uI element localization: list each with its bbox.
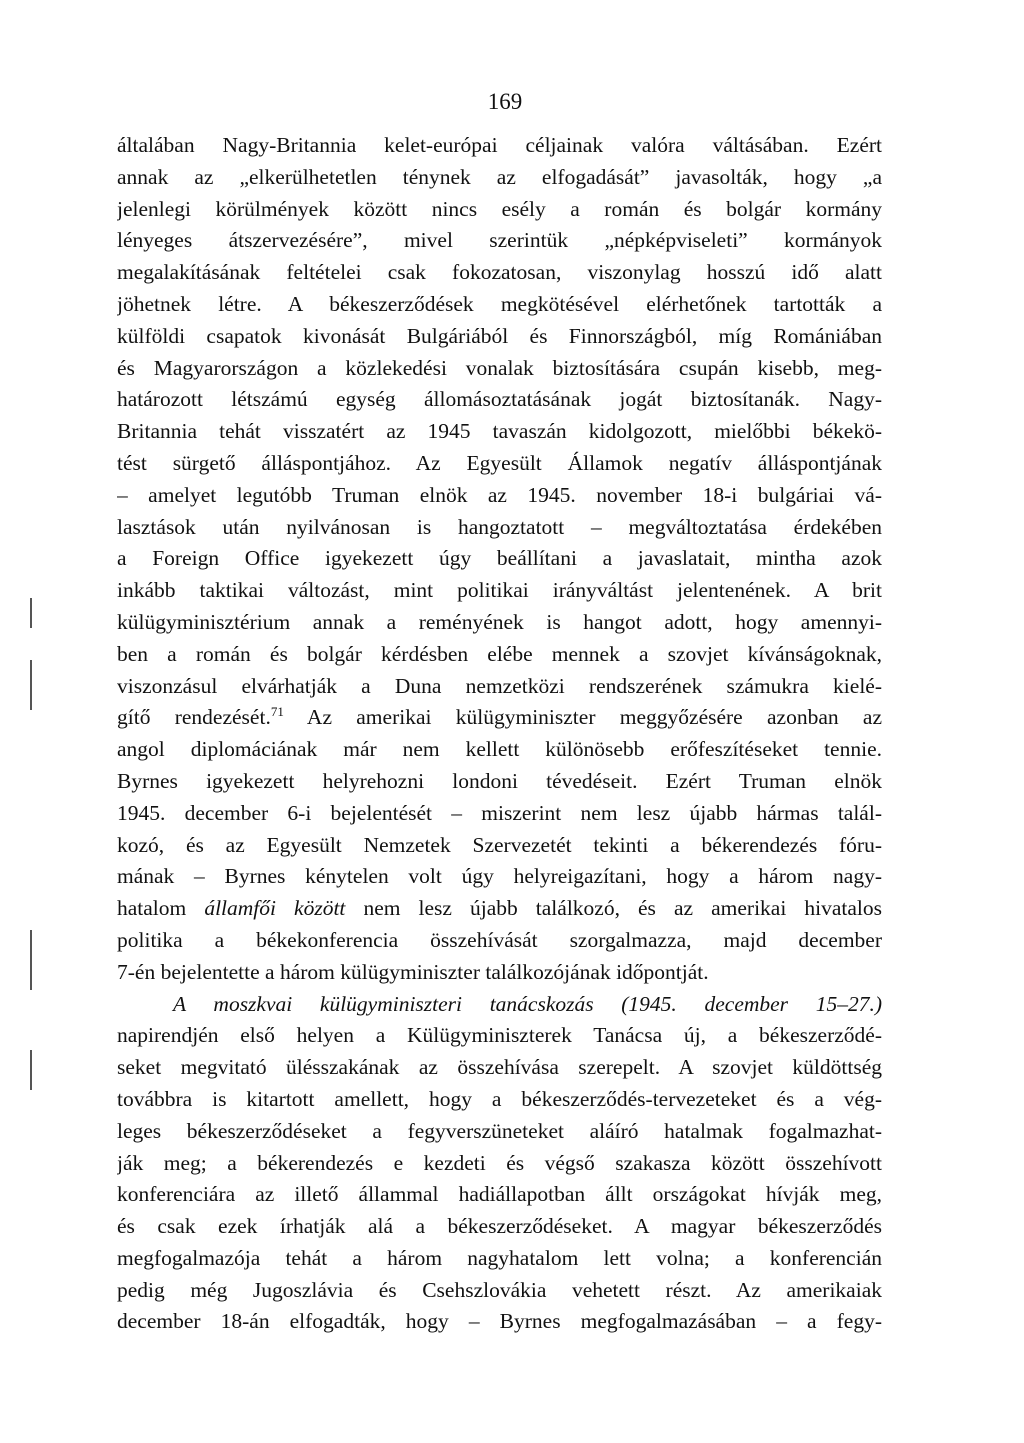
text-line: tést sürgető álláspontjához. Az Egyesült Államok negatív álláspontjának [117, 450, 882, 475]
scan-margin-mark [30, 598, 32, 628]
text-line: kozó, és az Egyesült Nemzetek Szervezetét tekinti a békerendezés fóru- [117, 832, 882, 857]
text-line: általában Nagy-Britannia kelet-európai céljainak valóra váltásában. Ezért [117, 133, 882, 157]
section-heading-italic: A moszkvai külügyminiszteri tanácskozás (1945. december 15–27.) [173, 991, 882, 1016]
text-line: megalakításának feltételei csak fokozatosan, viszonylag hosszú idő alatt [117, 260, 882, 285]
text-line: inkább taktikai változást, mint politikai irányváltást jelentenének. A brit [117, 578, 882, 603]
text-line: ben a román és bolgár kérdésben elébe mennek a szovjet kívánságoknak, [117, 641, 882, 666]
text-line: jöhetnek létre. A békeszerződések megkötésével elérhetőnek tartották a [117, 291, 882, 316]
text-line: megfogalmazója tehát a három nagyhatalom lett volna; a konferencián [117, 1245, 882, 1270]
text-line: lasztások után nyilvánosan is hangoztatott – megváltoztatása érdekében [117, 514, 882, 539]
text-line: továbbra is kitartott amellett, hogy a békeszerződés-tervezeteket és a vég- [117, 1086, 882, 1111]
text-line: politika a békekonferencia összehívását szorgalmazza, majd december [117, 927, 882, 952]
text-line: seket megvitató ülésszakának az összehívása szerepelt. A szovjet küldöttség [117, 1055, 882, 1080]
text-line: Byrnes igyekezett helyrehozni londoni tévedéseit. Ezért Truman elnök [117, 768, 882, 793]
text-line: december 18-án elfogadták, hogy – Byrnes megfogalmazásában – a fegy- [117, 1309, 882, 1334]
text-line: mának – Byrnes kénytelen volt úgy helyreigazítani, hogy a három nagy- [117, 864, 882, 889]
text-line: leges békeszerződéseket a fegyverszüneteket aláíró hatalmak fogalmazhat- [117, 1118, 882, 1143]
page-number: 169 [487, 89, 523, 114]
scan-margin-mark [30, 1050, 32, 1090]
text-line: külügyminisztérium annak a reményének is hangot adott, hogy amennyi- [117, 609, 882, 634]
text-line: angol diplomáciának már nem kellett különösebb erőfeszítéseket tennie. [117, 737, 882, 762]
text-line-with-footnote [117, 702, 882, 734]
text-line: a Foreign Office igyekezett úgy beállítani a javaslatait, mintha azok [117, 546, 882, 571]
text-line: és Magyarországon a közlekedési vonalak biztosítására csupán kisebb, meg- [117, 355, 882, 380]
footnote-reference: 71 [270, 704, 284, 720]
paragraph-1 [117, 130, 882, 989]
section-heading-line [117, 989, 882, 1021]
body-text [117, 130, 882, 1338]
text-line-with-emphasis [117, 893, 882, 925]
text-line: annak az „elkerülhetetlen ténynek az elfogadását” javasolták, hogy „a [117, 164, 882, 189]
text-line: lényeges átszervezésére”, mivel szerintük „népképviseleti” kormányok [117, 228, 882, 253]
text-line: határozott létszámú egység állomásoztatásának jogát biztosítanák. Nagy- [117, 387, 882, 412]
text-segment: nem lesz újabb találkozó, és az amerikai hivatalos [345, 896, 882, 921]
text-line: Britannia tehát visszatért az 1945 tavaszán kidolgozott, mielőbbi békekö- [117, 419, 882, 444]
text-line: és csak ezek írhatják alá a békeszerződéseket. A magyar békeszerződés [117, 1214, 882, 1239]
text-segment: hatalom [117, 896, 205, 921]
text-segment: Az amerikai külügyminiszter meggyőzésére azonban az [283, 705, 882, 730]
text-line: viszonzásul elvárhatják a Duna nemzetközi rendszerének számukra kielé- [117, 673, 882, 698]
text-line: ják meg; a békerendezés e kezdeti és végső szakasza között összehívott [117, 1150, 882, 1175]
text-line: konferenciára az illető állammal hadiállapotban állt országokat hívják meg, [117, 1182, 882, 1207]
scan-margin-mark [30, 660, 32, 710]
text-line: – amelyet legutóbb Truman elnök az 1945. november 18-i bulgáriai vá- [117, 482, 882, 507]
text-line: napirendjén első helyen a Külügyminiszterek Tanácsa új, a békeszerződé- [117, 1023, 882, 1048]
text-line: jelenlegi körülmények között nincs esély a román és bolgár kormány [117, 196, 882, 221]
emphasis-text: államfői között [204, 896, 346, 921]
paragraph-2 [117, 989, 882, 1339]
text-line: 7-én bejelentette a három külügyminiszter találkozójának időpontját. [117, 959, 709, 984]
text-segment: gítő rendezését. [117, 705, 271, 730]
text-line: 1945. december 6-i bejelentését – miszerint nem lesz újabb hármas talál- [117, 800, 882, 825]
scan-margin-mark [30, 930, 32, 990]
text-line: külföldi csapatok kivonását Bulgáriából és Finnországból, míg Romániában [117, 323, 882, 348]
text-line: pedig még Jugoszlávia és Csehszlovákia vehetett részt. Az amerikaiak [117, 1277, 882, 1302]
